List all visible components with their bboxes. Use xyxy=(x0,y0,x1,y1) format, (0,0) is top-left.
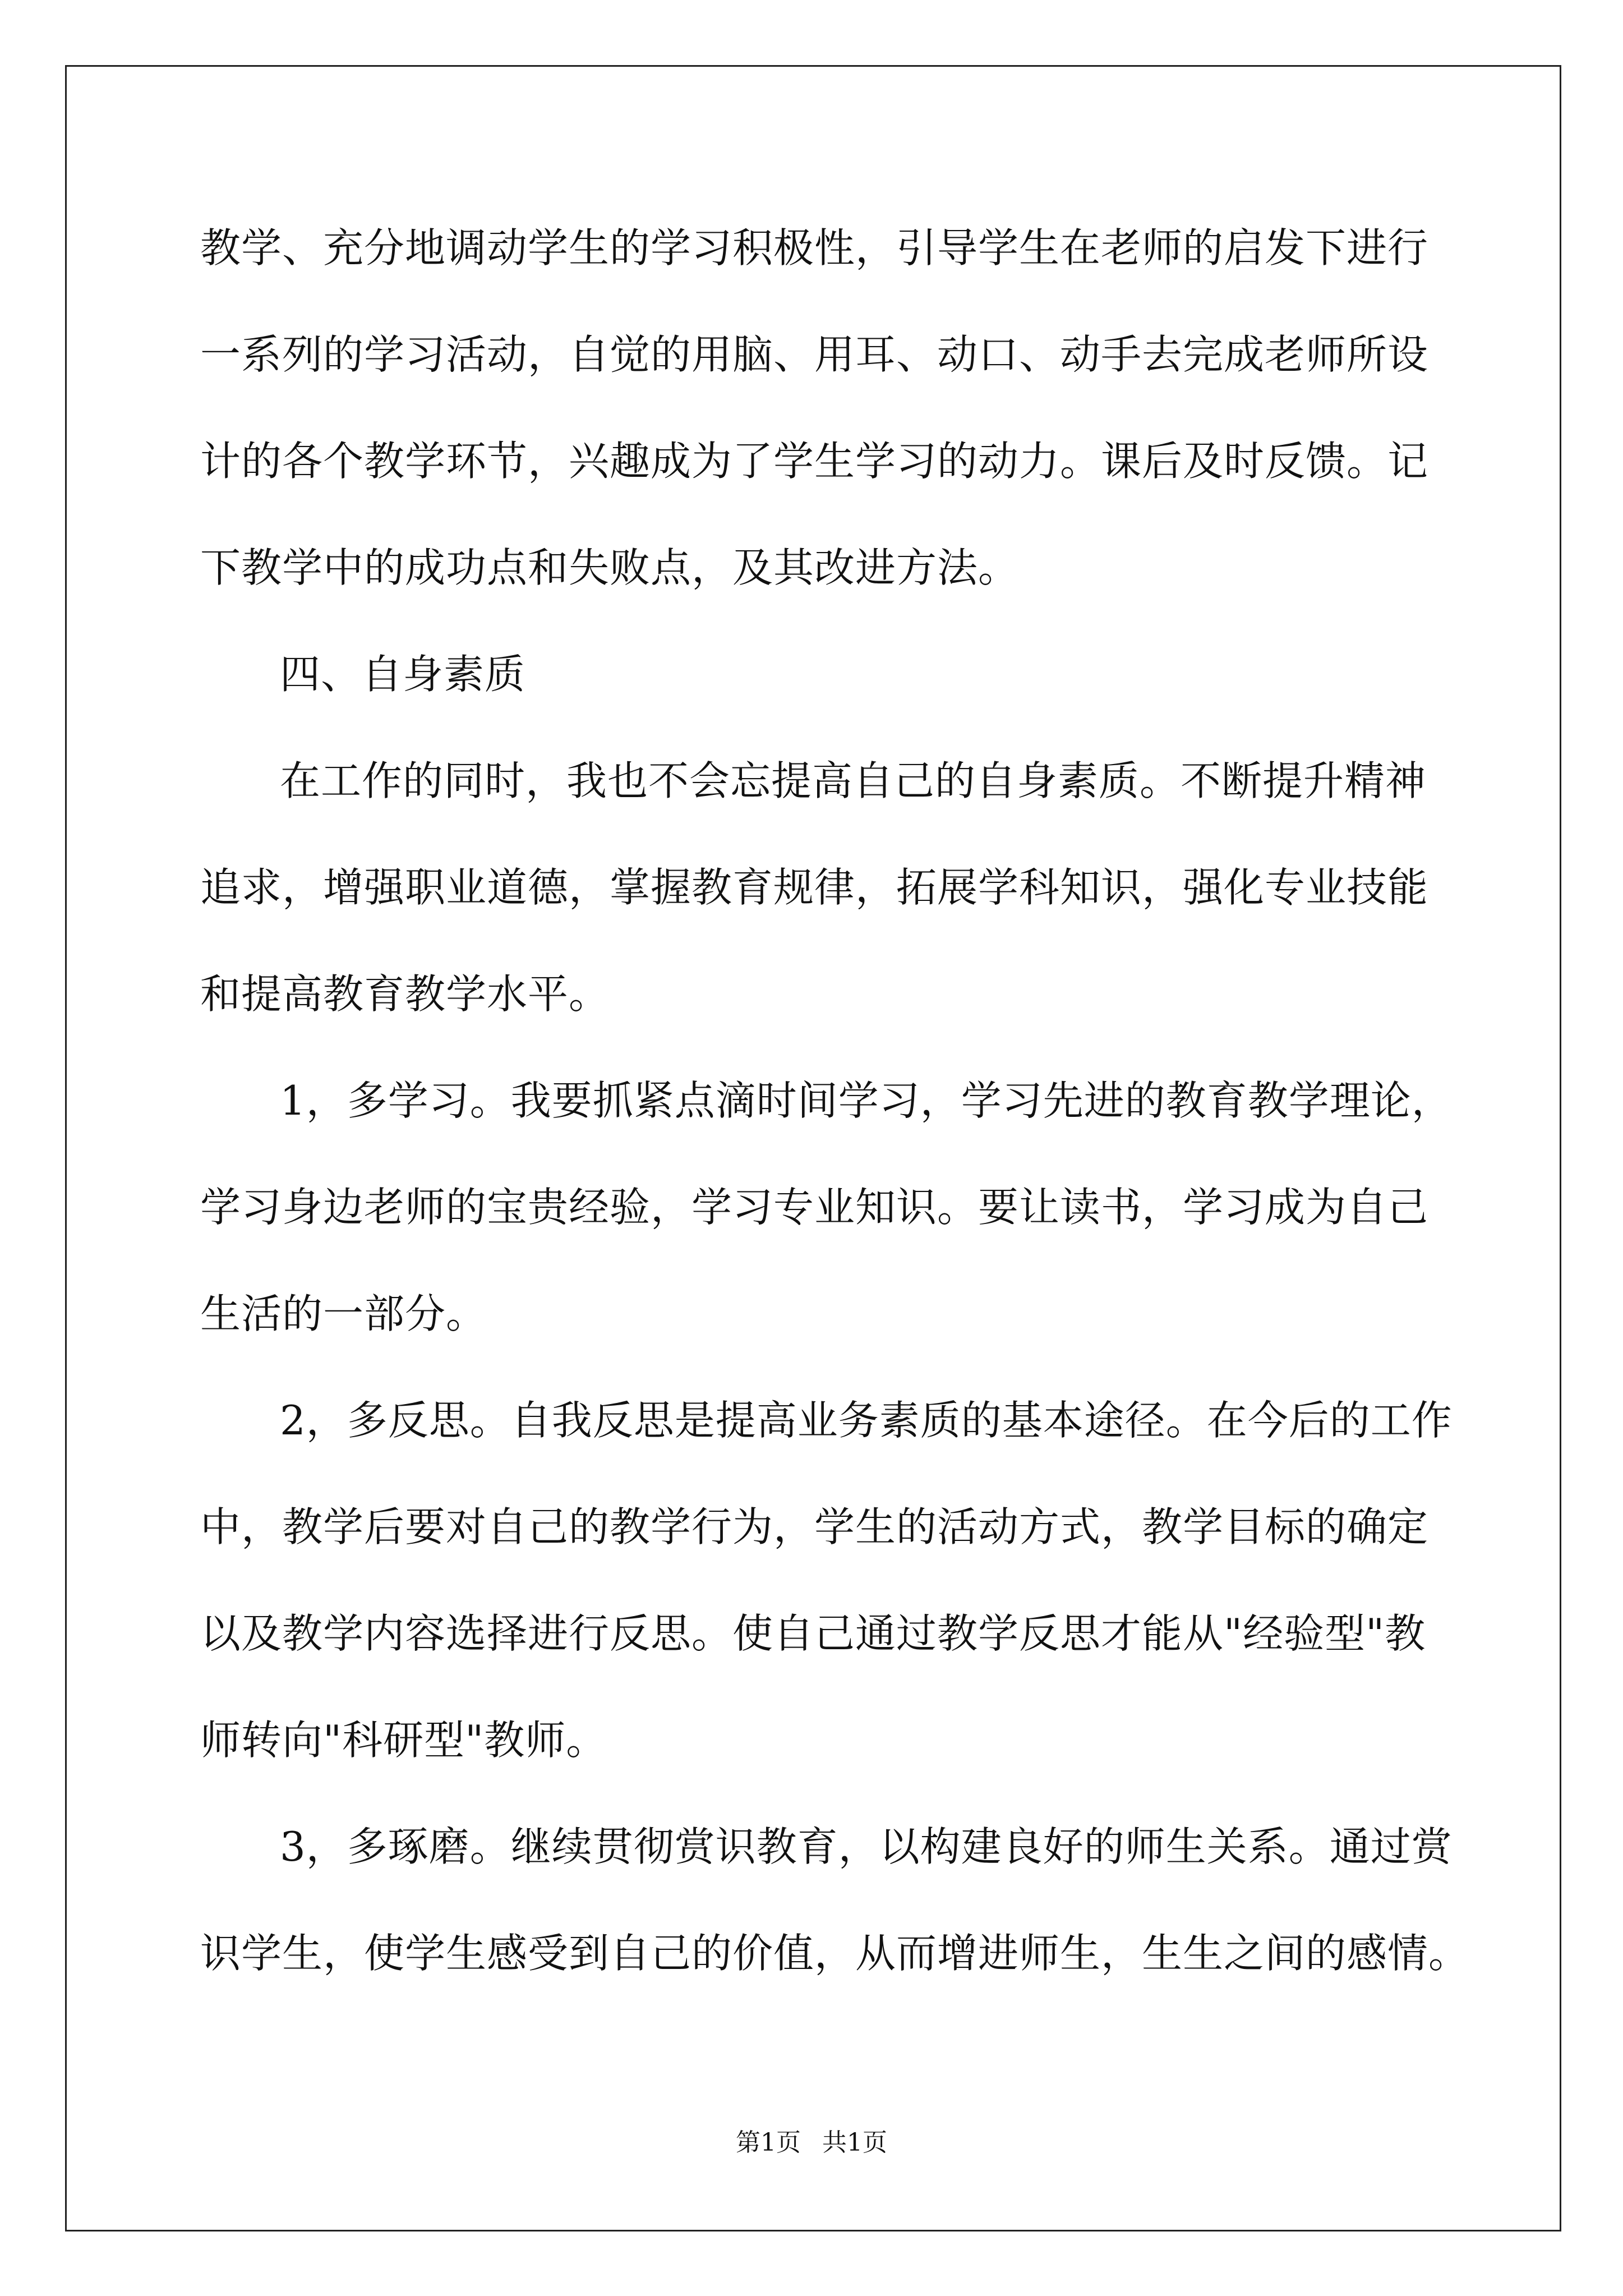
paragraph-item-3 xyxy=(200,1793,1470,2007)
paragraph-item-1 xyxy=(200,1047,1453,1367)
paragraph-item-2 xyxy=(200,1367,1453,1793)
text-line: 教学、充分地调动学生的学习积极性，引导学生在老师的启发下进行 xyxy=(200,224,1429,272)
text-line: 1，多学习。我要抓紧点滴时间学习，学习先进的教育教学理论， xyxy=(280,1077,1453,1124)
text-line: 学习身边老师的宝贵经验，学习专业知识。要让读书，学习成为自己 xyxy=(200,1184,1429,1231)
text-line: 3，多琢磨。继续贯彻赏识教育，以构建良好的师生关系。通过赏 xyxy=(280,1823,1453,1870)
text-line: 计的各个教学环节，兴趣成为了学生学习的动力。课后及时反馈。记 xyxy=(200,438,1429,485)
paragraph-continuation xyxy=(200,195,1427,621)
text-line: 师转向"科研型"教师。 xyxy=(200,1717,607,1764)
text-line: 中，教学后要对自己的教学行为，学生的活动方式，教学目标的确定 xyxy=(200,1503,1429,1550)
text-line: 下教学中的成功点和失败点，及其改进方法。 xyxy=(200,544,1020,591)
page-number-total: 共1页 xyxy=(822,2128,887,2157)
heading-text: 四、自身素质 xyxy=(280,651,526,698)
text-line: 识学生，使学生感受到自己的价值，从而增进师生，生生之间的感情。 xyxy=(200,1930,1470,1977)
text-line: 生活的一部分。 xyxy=(200,1290,487,1337)
text-line: 追求，增强职业道德，掌握教育规律，拓展学科知识，强化专业技能 xyxy=(200,864,1429,911)
text-line: 和提高教育教学水平。 xyxy=(200,970,610,1018)
text-line: 以及教学内容选择进行反思。使自己通过教学反思才能从"经验型"教 xyxy=(200,1610,1426,1657)
text-line: 在工作的同时，我也不会忘提高自己的自身素质。不断提升精神 xyxy=(280,757,1427,804)
page-footer xyxy=(0,2126,1623,2160)
text-line: 2，多反思。自我反思是提高业务素质的基本途径。在今后的工作 xyxy=(280,1397,1453,1444)
text-line: 一系列的学习活动，自觉的用脑、用耳、动口、动手去完成老师所设 xyxy=(200,331,1429,378)
page-number-current: 第1页 xyxy=(736,2128,801,2157)
section-heading xyxy=(200,621,1427,728)
paragraph-self-quality xyxy=(200,728,1427,1047)
